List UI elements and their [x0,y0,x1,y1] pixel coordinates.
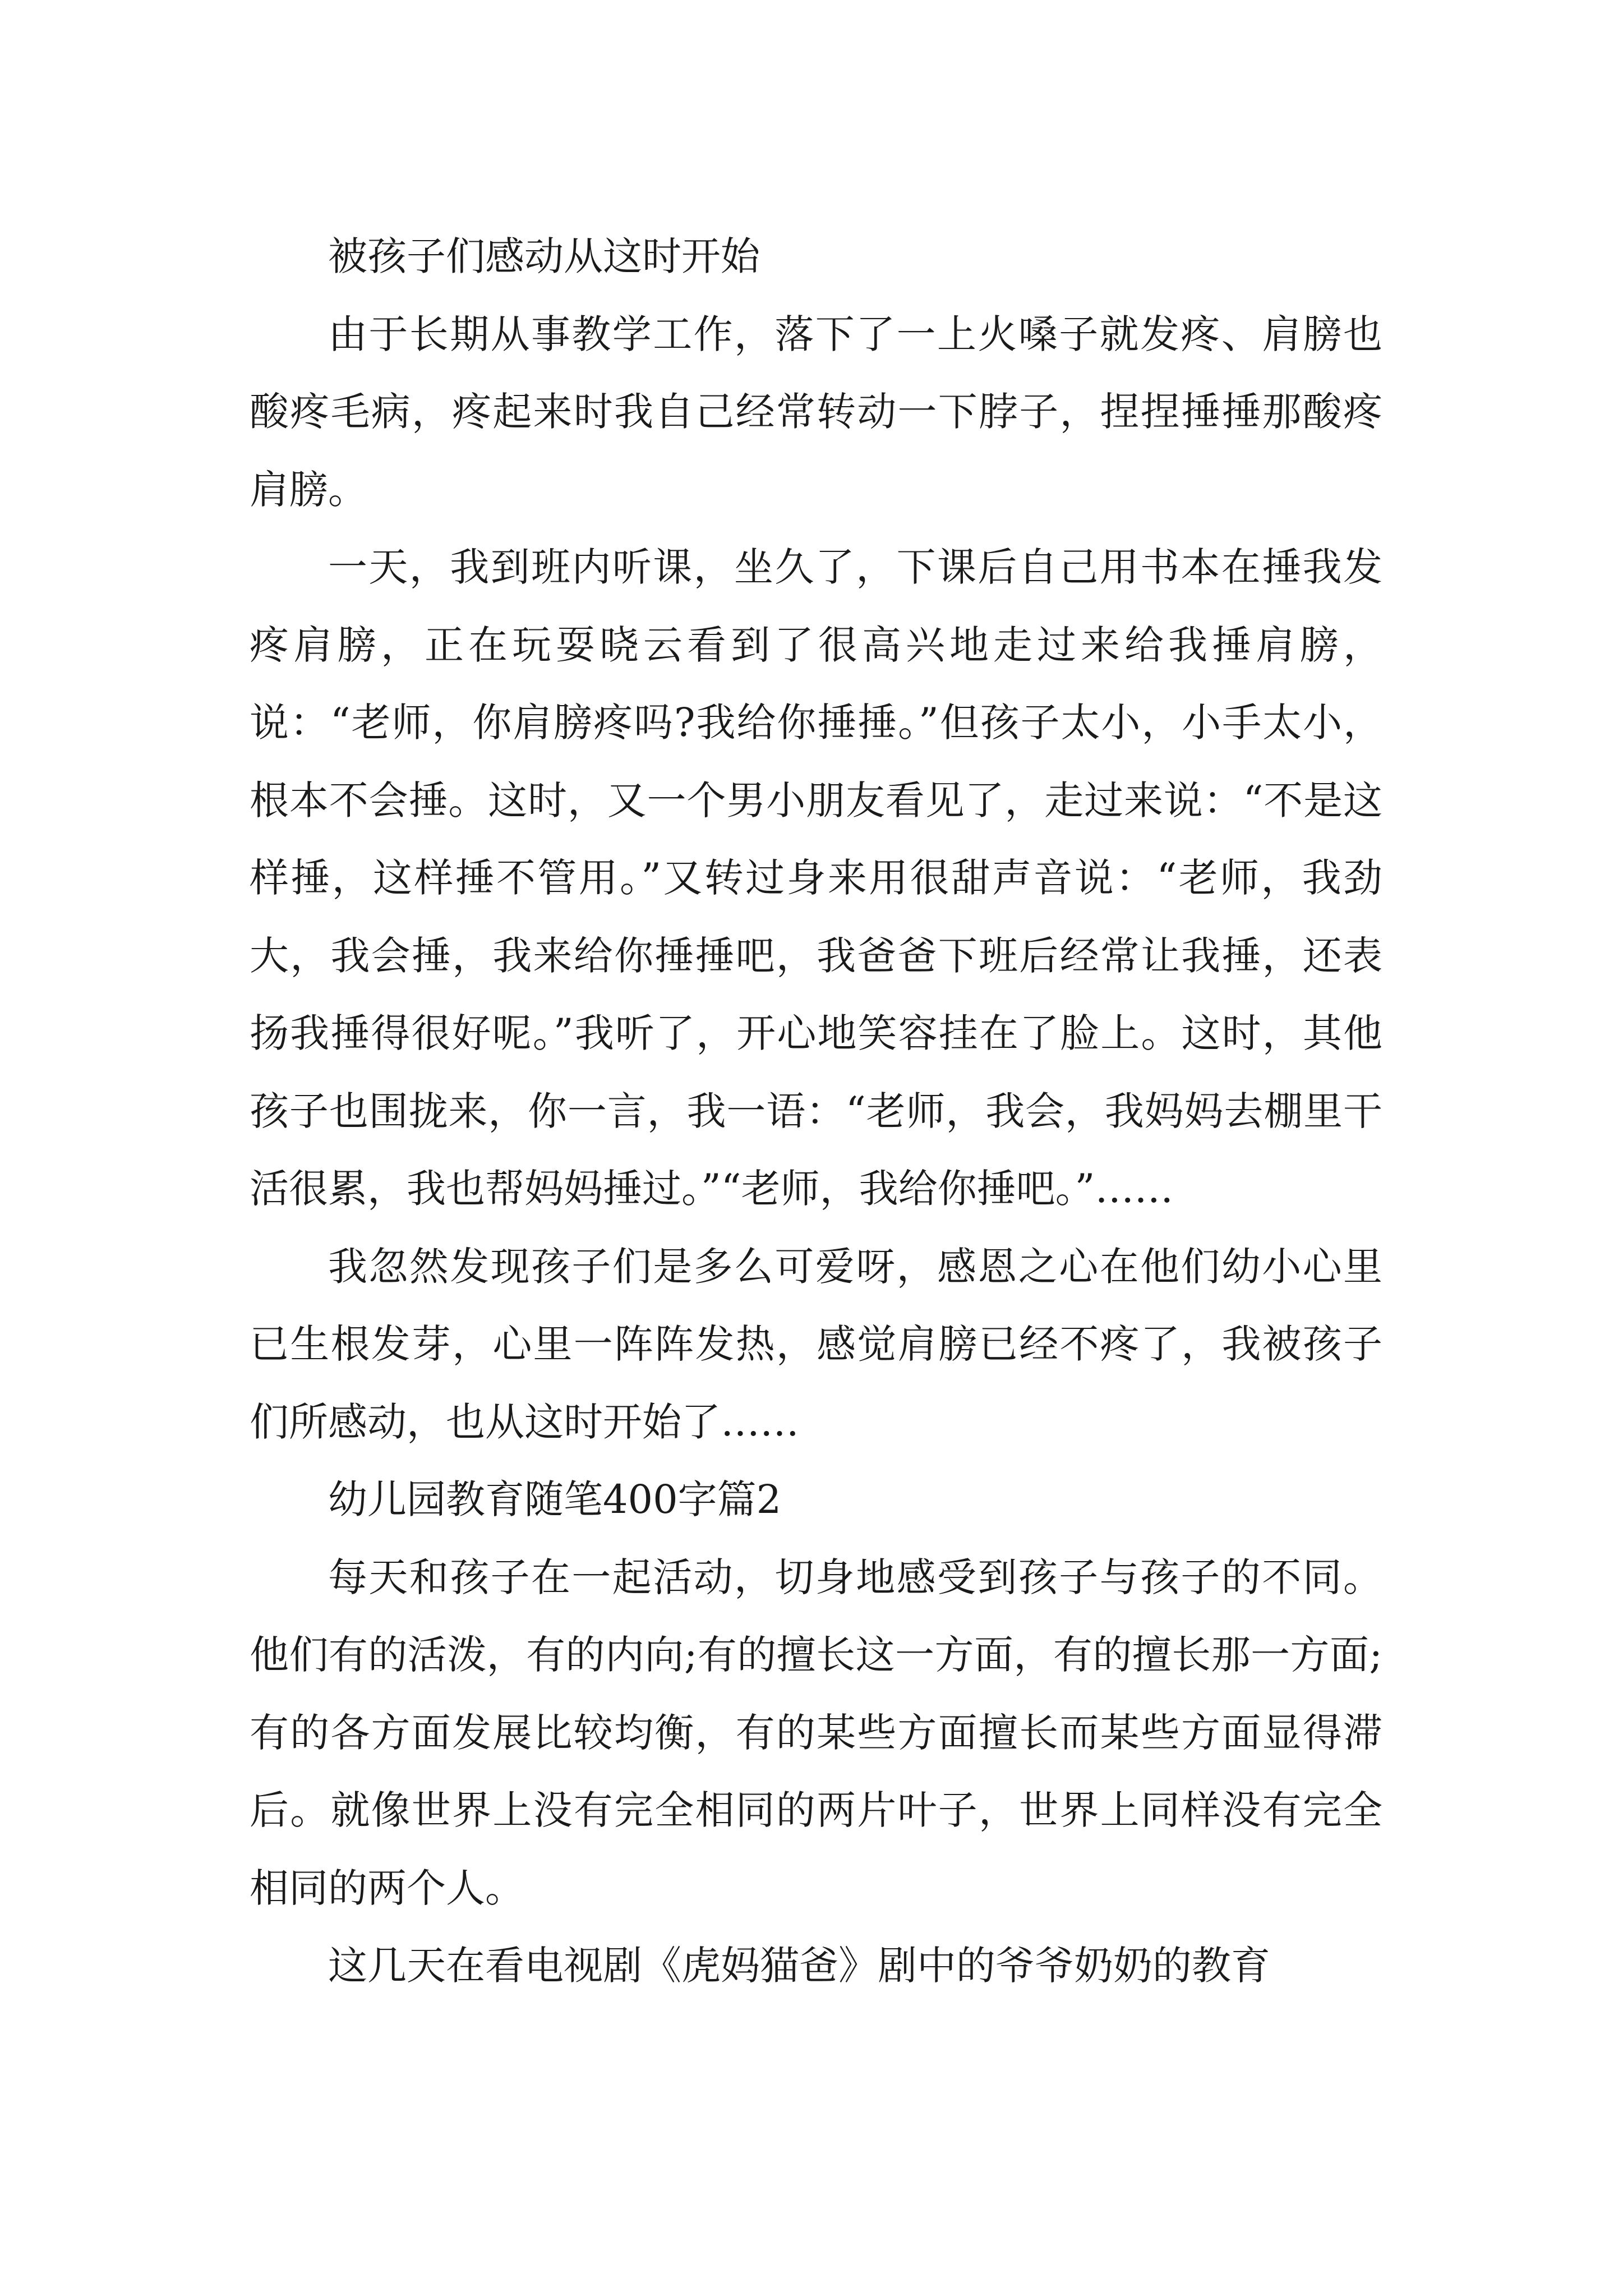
paragraph-tv-drama: 这几天在看电视剧《虎妈猫爸》剧中的爷爷奶奶的教育 [328,1943,1270,1989]
section-title-essay-2: 幼儿园教育随笔400字篇2 [328,1476,782,1522]
paragraph-differences: 每天和孩子在一起活动，切身地感受到孩子与孩子的不同。他们有的活泼，有的内向;有的擅长这一方面，有的擅长那一方面;有的各方面发展比较均衡，有的某些方面擅长而某些方面显得滞后。就像世界上没有完全相同的两片叶子，世界上同样没有完全相同的两个人。 [250,1554,1382,1911]
paragraph-children-help: 一天，我到班内听课，坐久了，下课后自己用书本在捶我发疼肩膀，正在玩耍晓云看到了很高兴地走过来给我捶肩膀，说：“老师，你肩膀疼吗?我给你捶捶。”但孩子太小，小手太小，根本不会捶。这时，又一个男小朋友看见了，走过来说：“不是这样捶，这样捶不管用。”又转过身来用很甜声音说：“老师，我劲大，我会捶，我来给你捶捶吧，我爸爸下班后经常让我捶，还表扬我捶得很好呢。”我听了，开心地笑容挂在了脸上。这时，其他孩子也围拢来，你一言，我一语：“老师，我会，我妈妈去棚里干活很累，我也帮妈妈捶过。”“老师，我给你捶吧。”…… [250,544,1382,1212]
document-body [250,218,1382,2005]
paragraph-realization: 我忽然发现孩子们是多么可爱呀，感恩之心在他们幼小心里已生根发芽，心里一阵阵发热，感觉肩膀已经不疼了，我被孩子们所感动，也从这时开始了…… [250,1243,1382,1445]
paragraph-heading-touched: 被孩子们感动从这时开始 [328,233,760,279]
paragraph-shoulder-pain: 由于长期从事教学工作，落下了一上火嗓子就发疼、肩膀也酸疼毛病，疼起来时我自己经常转动一下脖子，捏捏捶捶那酸疼肩膀。 [250,311,1382,513]
